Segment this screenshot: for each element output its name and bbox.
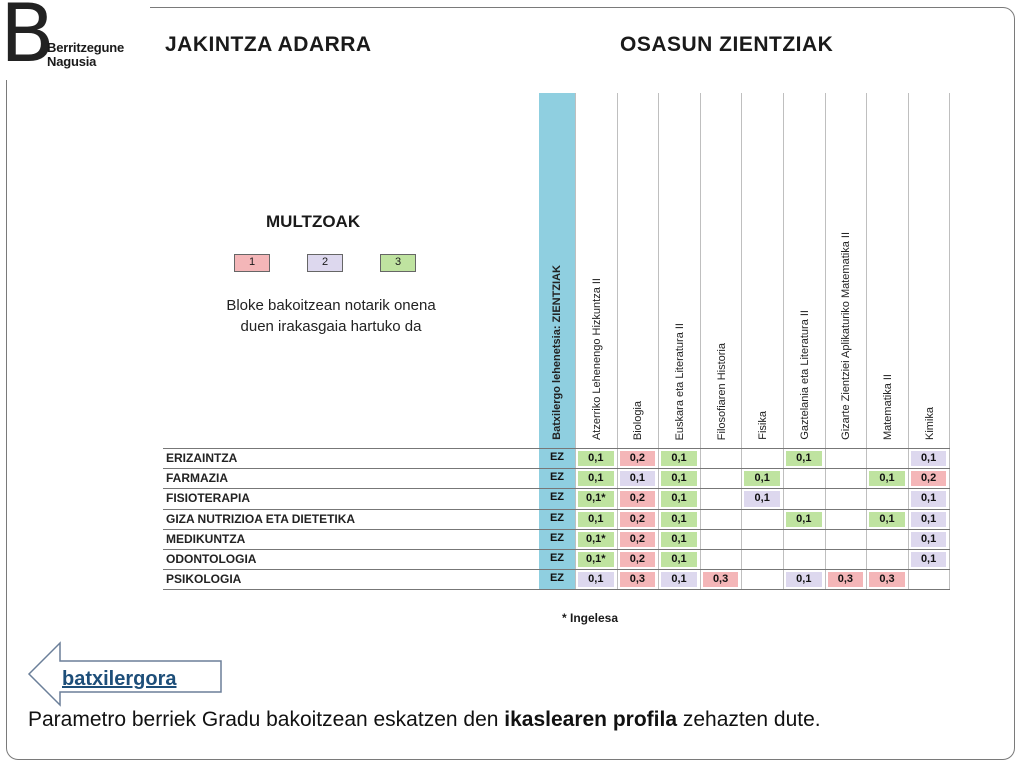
table-cell: 0,1 xyxy=(578,451,614,466)
grid-hline xyxy=(163,509,950,510)
column-header xyxy=(909,93,951,446)
column-header-label: Euskara eta Literatura II xyxy=(673,322,686,440)
table-cell: 0,1 xyxy=(578,572,614,587)
table-cell: 0,1 xyxy=(661,552,697,567)
grid-vline xyxy=(908,93,909,589)
column-header-label: Gizarte Zientziei Aplikaturiko Matematika II xyxy=(840,232,853,440)
legend-box-3: 3 xyxy=(380,254,416,272)
grid-vline xyxy=(658,93,659,589)
table-cell: 0,1 xyxy=(911,491,947,506)
column-header xyxy=(742,93,784,446)
grid-vline xyxy=(949,93,950,589)
column-header-label: Atzerriko Lehenengo Hizkuntza II xyxy=(590,277,603,440)
grid-hline xyxy=(163,468,950,469)
table-cell: 0,1 xyxy=(786,572,822,587)
ez-cell: EZ xyxy=(549,491,565,504)
grid-vline xyxy=(783,93,784,589)
table-cell: 0,1 xyxy=(578,512,614,527)
table-cell: 0,1 xyxy=(786,512,822,527)
grid-hline xyxy=(163,448,950,449)
table-cell: 0,1 xyxy=(578,471,614,486)
table-cell: 0,1 xyxy=(661,512,697,527)
logo xyxy=(0,0,150,80)
logo-line2: Nagusia xyxy=(47,54,97,69)
table-cell: 0,1 xyxy=(661,572,697,587)
ez-cell: EZ xyxy=(549,531,565,544)
table-cell: 0,2 xyxy=(911,471,947,486)
column-header-label: Fisika xyxy=(757,411,770,440)
multzoak-title: MULTZOAK xyxy=(266,212,361,231)
grid-vline xyxy=(617,93,618,589)
table-cell: 0,3 xyxy=(703,572,739,587)
table-cell: 0,3 xyxy=(828,572,864,587)
table-cell: 0,1 xyxy=(744,491,780,506)
caption-after: zehazten dute. xyxy=(677,708,821,731)
column-header xyxy=(618,93,660,446)
grid-vline xyxy=(700,93,701,589)
column-header-label: Gaztelania eta Literatura II xyxy=(798,310,811,440)
column-header xyxy=(784,93,826,446)
grid-hline xyxy=(163,589,950,590)
table-cell: 0,2 xyxy=(620,552,656,567)
table-cell: 0,1* xyxy=(578,552,614,567)
table-cell: 0,2 xyxy=(620,512,656,527)
multzoak-note xyxy=(196,295,466,337)
back-link[interactable]: batxilergora xyxy=(62,668,177,690)
table-cell: 0,1* xyxy=(578,491,614,506)
table-cell: 0,1 xyxy=(661,491,697,506)
grid-hline xyxy=(163,569,950,570)
grid-hline xyxy=(163,488,950,489)
footnote: * Ingelesa xyxy=(562,611,619,625)
table-cell: 0,1 xyxy=(661,471,697,486)
column-header-label: Matematika II xyxy=(881,373,894,440)
row-label: ERIZAINTZA xyxy=(166,451,238,465)
grid-hline xyxy=(163,529,950,530)
table-cell: 0,2 xyxy=(620,491,656,506)
table-cell: 0,1 xyxy=(661,532,697,547)
header-right: OSASUN ZIENTZIAK xyxy=(620,33,834,56)
legend-box-1: 1 xyxy=(234,254,270,272)
table-cell: 0,1 xyxy=(869,512,905,527)
table-cell: 0,1 xyxy=(744,471,780,486)
row-label: GIZA NUTRIZIOA ETA DIETETIKA xyxy=(166,511,356,526)
ez-cell: EZ xyxy=(549,511,565,524)
logo-line1: Berritzegune xyxy=(47,40,125,55)
ez-cell: EZ xyxy=(549,552,565,564)
column-header xyxy=(701,93,743,446)
table-cell: 0,1 xyxy=(661,451,697,466)
note-line-1: Bloke bakoitzean notarik onena xyxy=(226,297,436,314)
ez-cell: EZ xyxy=(549,471,565,484)
table-cell: 0,3 xyxy=(620,572,656,587)
column-header-label: Filosofiaren Historia xyxy=(715,342,728,440)
table-cell: 0,1 xyxy=(620,471,656,486)
row-label: FISIOTERAPIA xyxy=(166,491,251,506)
row-label: PSIKOLOGIA xyxy=(166,572,242,587)
table-cell: 0,1 xyxy=(911,451,947,466)
grid-vline xyxy=(575,93,576,589)
header-left: JAKINTZA ADARRA xyxy=(165,33,372,56)
column-header xyxy=(867,93,909,446)
table-cell: 0,2 xyxy=(620,451,656,466)
table-cell: 0,3 xyxy=(869,572,905,587)
logo-text xyxy=(47,41,124,69)
note-line-2: duen irakasgaia hartuko da xyxy=(240,318,422,335)
legend-box-2: 2 xyxy=(307,254,343,272)
caption-bold: ikaslearen profila xyxy=(504,708,678,731)
table-cell: 0,1 xyxy=(911,532,947,547)
table-cell: 0,1* xyxy=(578,532,614,547)
ez-cell: EZ xyxy=(549,572,565,585)
ez-cell: EZ xyxy=(549,451,565,463)
column-header-label: Kimika xyxy=(923,406,936,440)
column-header xyxy=(576,93,618,446)
row-label: ODONTOLOGIA xyxy=(166,552,257,566)
grid-vline xyxy=(825,93,826,589)
column-header xyxy=(659,93,701,446)
grid-vline xyxy=(741,93,742,589)
caption xyxy=(28,708,821,732)
row-label: FARMAZIA xyxy=(166,471,228,486)
table-cell: 0,1 xyxy=(869,471,905,486)
column-header xyxy=(826,93,868,446)
logo-letter: B xyxy=(0,0,55,80)
grid-vline xyxy=(866,93,867,589)
table-cell: 0,1 xyxy=(911,552,947,567)
table-cell: 0,1 xyxy=(786,451,822,466)
caption-before: Parametro berriek Gradu bakoitzean eskatzen den xyxy=(28,708,505,731)
column-header-label: Biologia xyxy=(632,400,645,440)
highlight-column-label: Batxilergo lehenetsia: ZIENTZIAK xyxy=(551,265,563,440)
table-cell: 0,1 xyxy=(911,512,947,527)
row-label: MEDIKUNTZA xyxy=(166,531,246,546)
grid-hline xyxy=(163,549,950,550)
table-cell: 0,2 xyxy=(620,532,656,547)
